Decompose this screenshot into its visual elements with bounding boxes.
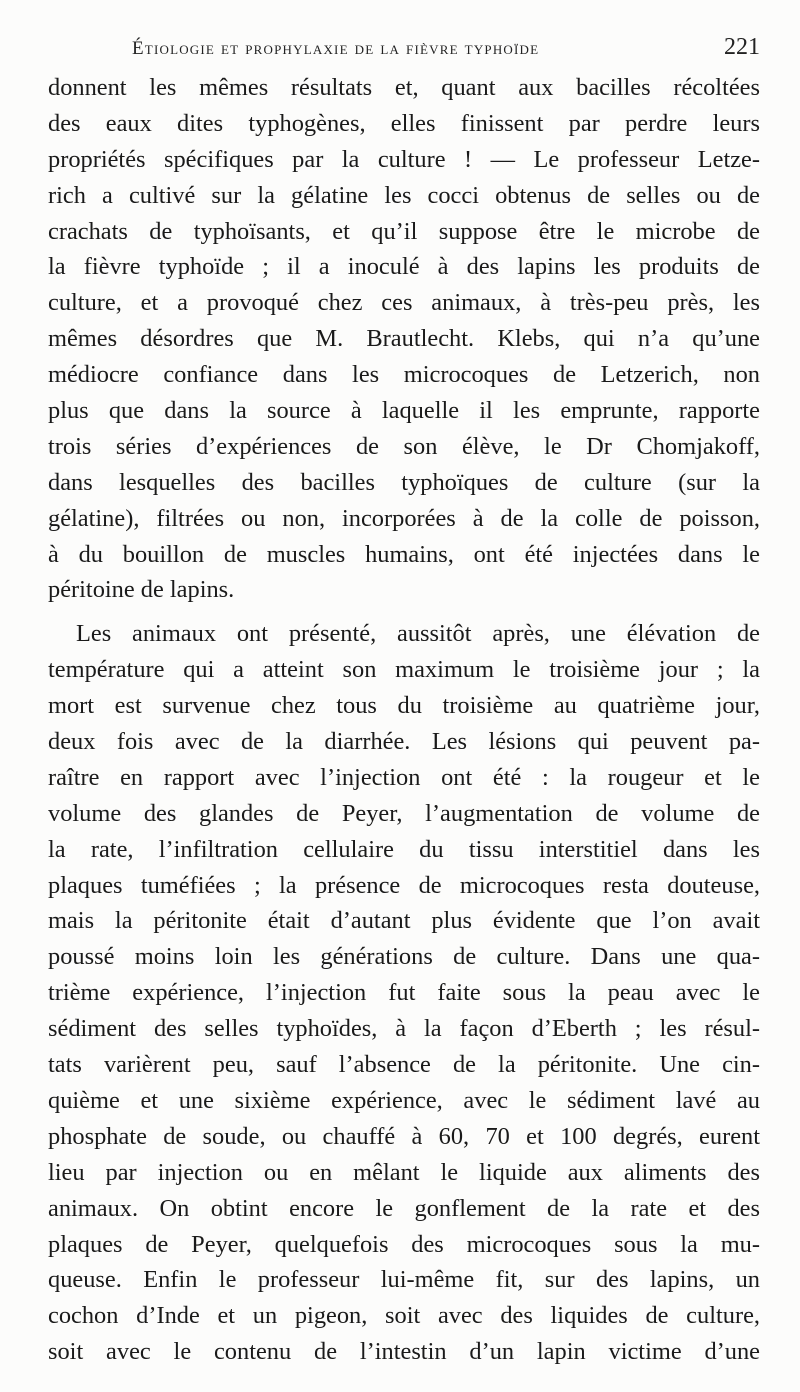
text-line: rich a cultivé sur la gélatine les cocci obtenus de selles ou de bbox=[48, 181, 760, 209]
text-line: raître en rapport avec l’injection ont été : la rougeur et le bbox=[48, 763, 760, 791]
text-line: propriétés spécifiques par la culture ! — Le professeur Letze- bbox=[48, 145, 760, 173]
text-line: plaques tuméfiées ; la présence de microcoques resta douteuse, bbox=[48, 871, 760, 899]
text-line: mêmes désordres que M. Brautlecht. Klebs, qui n’a qu’une bbox=[48, 325, 760, 353]
text-line: sédiment des selles typhoïdes, à la façon d’Eberth ; les résul- bbox=[48, 1015, 760, 1043]
text-line: Les animaux ont présenté, aussitôt après, une élévation de bbox=[76, 620, 760, 648]
text-line: dans lesquelles des bacilles typhoïques de culture (sur la bbox=[48, 468, 760, 496]
text-line: trième expérience, l’injection fut faite sous la peau avec le bbox=[48, 979, 760, 1007]
text-line: phosphate de soude, ou chauffé à 60, 70 et 100 degrés, eurent bbox=[48, 1122, 760, 1150]
text-line: deux fois avec de la diarrhée. Les lésions qui peuvent pa- bbox=[48, 728, 760, 756]
text-line: tats varièrent peu, sauf l’absence de la péritonite. Une cin- bbox=[48, 1051, 760, 1079]
running-title: Étiologie et prophylaxie de la fièvre typhoïde bbox=[132, 38, 540, 59]
text-line: péritoine de lapins. bbox=[48, 576, 235, 604]
text-line: des eaux dites typhogènes, elles finissent par perdre leurs bbox=[48, 109, 760, 137]
text-line: lieu par injection ou en mêlant le liquide aux aliments des bbox=[48, 1158, 760, 1186]
text-line: trois séries d’expériences de son élève, le Dr Chomjakoff, bbox=[48, 432, 760, 460]
text-line: médiocre confiance dans les microcoques de Letzerich, non bbox=[48, 361, 760, 389]
text-line: culture, et a provoqué chez ces animaux, à très-peu près, les bbox=[48, 289, 760, 317]
page-header bbox=[48, 34, 760, 64]
text-line: soit avec le contenu de l’intestin d’un lapin victime d’une bbox=[48, 1338, 760, 1366]
text-line: crachats de typhoïsants, et qu’il suppose être le microbe de bbox=[48, 217, 760, 245]
text-line: à du bouillon de muscles humains, ont été injectées dans le bbox=[48, 540, 760, 568]
text-line: volume des glandes de Peyer, l’augmentation de volume de bbox=[48, 799, 760, 827]
text-line: la rate, l’infiltration cellulaire du tissu interstitiel dans les bbox=[48, 835, 760, 863]
text-line: queuse. Enfin le professeur lui-même fit, sur des lapins, un bbox=[48, 1266, 760, 1294]
paragraph-1 bbox=[48, 70, 760, 608]
text-line: plaques de Peyer, quelquefois des microcoques sous la mu- bbox=[48, 1230, 760, 1258]
text-line: mais la péritonite était d’autant plus évidente que l’on avait bbox=[48, 907, 760, 935]
text-line: animaux. On obtint encore le gonflement de la rate et des bbox=[48, 1194, 760, 1222]
paragraph-2 bbox=[48, 616, 760, 1370]
text-line: gélatine), filtrées ou non, incorporées à de la colle de poisson, bbox=[48, 504, 760, 532]
text-line: la fièvre typhoïde ; il a inoculé à des lapins les produits de bbox=[48, 253, 760, 281]
text-line: poussé moins loin les générations de culture. Dans une qua- bbox=[48, 943, 760, 971]
text-line: cochon d’Inde et un pigeon, soit avec des liquides de culture, bbox=[48, 1302, 760, 1330]
text-line: plus que dans la source à laquelle il les emprunte, rapporte bbox=[48, 397, 760, 425]
text-line: température qui a atteint son maximum le troisième jour ; la bbox=[48, 656, 760, 684]
text-line: donnent les mêmes résultats et, quant aux bacilles récoltées bbox=[48, 74, 760, 101]
text-line: quième et une sixième expérience, avec le sédiment lavé au bbox=[48, 1086, 760, 1114]
page-number: 221 bbox=[724, 34, 760, 60]
body-text bbox=[48, 70, 760, 1370]
text-line: mort est survenue chez tous du troisième au quatrième jour, bbox=[48, 692, 760, 720]
